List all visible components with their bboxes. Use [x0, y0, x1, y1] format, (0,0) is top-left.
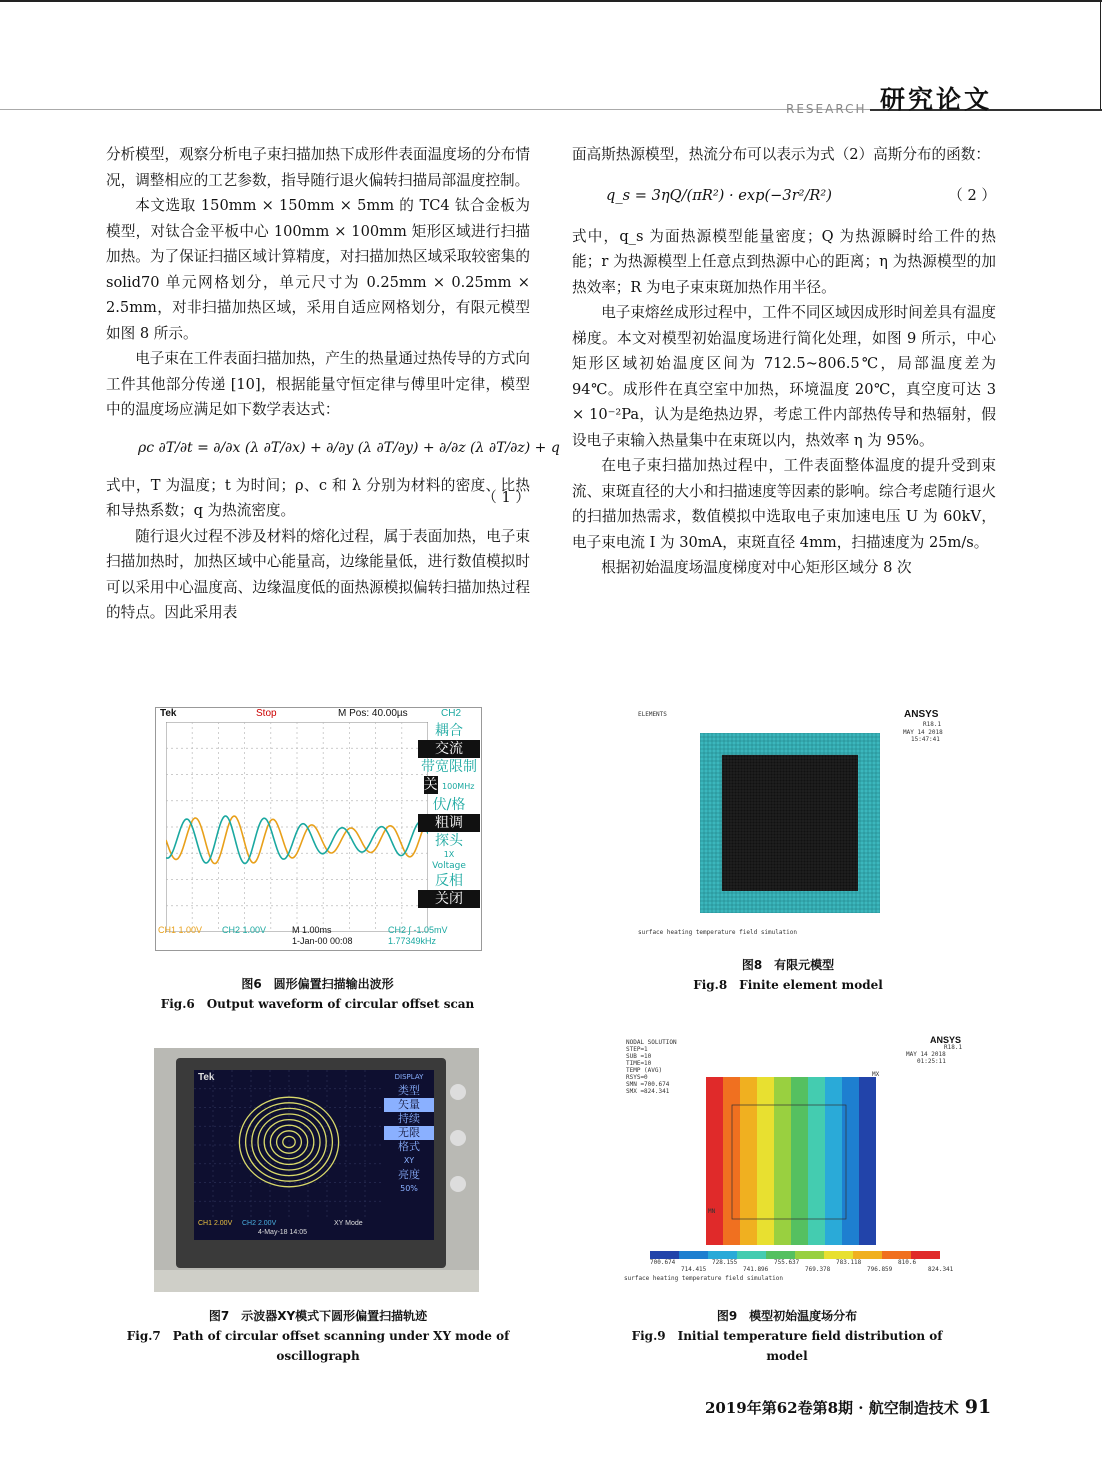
fig6-ch1-scale: CH1 1.00V: [158, 925, 203, 935]
fig9-info-line: SMX =824.341: [626, 1088, 670, 1095]
fig6-menu-item: 耦合: [435, 723, 463, 739]
fig8-mesh: [700, 733, 880, 913]
fig6-menu-item: 粗调: [418, 814, 480, 832]
fig9-subtitle: surface heating temperature field simulation: [624, 1275, 783, 1282]
left-p1: 分析模型，观察分析电子束扫描加热下成形件表面温度场的分布情况，调整相应的工艺参数，指导随行退火偏转扫描局部温度控制。: [106, 146, 530, 189]
fig6-menu-item: 反相: [435, 873, 463, 889]
fig9-ansys-logo: ANSYS: [930, 1035, 962, 1045]
header-rule: [0, 109, 870, 110]
fig9-date: MAY 14 2018: [906, 1051, 946, 1058]
right-column: [572, 142, 996, 581]
header-research: RESEARCH: [786, 102, 867, 116]
fig8-ansys-logo: ANSYS: [904, 709, 939, 720]
equation-2-body: q_s = 3ηQ/(πR²) · exp(−3r²/R²): [606, 186, 832, 204]
fig6-menu-item: 带宽限制: [421, 759, 477, 775]
fig6-menu-item: 伏/格: [432, 797, 466, 813]
fig9-legend-label: 755.637: [774, 1259, 800, 1266]
left-p4: 式中，T 为温度；t 为时间；ρ、c 和 λ 分别为材料的密度、比热和导热系数；q 为热流密度。: [106, 476, 530, 519]
fig6-date: 1-Jan-00 00:08: [292, 936, 353, 946]
fig6-stop-label: Stop: [256, 708, 277, 719]
fig9-info-line: TIME=10: [626, 1060, 652, 1067]
fig9-info-line: SUB =10: [626, 1053, 652, 1060]
fig8-time: 15:47:41: [911, 736, 940, 743]
fig6-menu-item: 交流: [418, 740, 480, 758]
fig7-date: 4-May-18 14:05: [258, 1229, 308, 1236]
fig8-elements-label: ELEMENTS: [638, 711, 667, 718]
fig7-menu-item: 矢量: [384, 1098, 434, 1112]
fig6-screen: [166, 722, 428, 932]
fig9-info-line: STEP=1: [626, 1046, 648, 1053]
fig9-legend-label: 824.341: [928, 1266, 954, 1273]
figure-7-photo: [154, 1048, 479, 1292]
fig9-caption-cn: 图9 模型初始温度场分布: [716, 1309, 858, 1323]
figure-9-caption: [612, 1306, 962, 1366]
fig9-legend-label: 810.6: [898, 1259, 917, 1266]
top-rule: [0, 0, 1102, 2]
fig9-legend-label: 769.378: [805, 1266, 831, 1273]
fig9-legend-label: 728.155: [712, 1259, 738, 1266]
fig7-caption-cn: 图7 示波器XY模式下圆形偏置扫描轨迹: [208, 1309, 428, 1323]
figure-9-temperature-field: [622, 1033, 962, 1283]
fig9-legend-label: 714.415: [681, 1266, 707, 1273]
footer-journal: 2019年第62卷第8期 · 航空制造技术: [705, 1399, 959, 1417]
fig9-info-line: NODAL SOLUTION: [626, 1039, 677, 1046]
fig6-topbar: [156, 708, 481, 722]
fig6-tek-label: Tek: [160, 708, 177, 719]
page-footer: [705, 1396, 991, 1418]
fig9-legend-label: 741.896: [743, 1266, 769, 1273]
fig9-version: R18.1: [944, 1044, 963, 1051]
fig9-mx-marker: MX: [872, 1071, 880, 1078]
figure-7-caption: [100, 1306, 536, 1366]
equation-2-number: （ 2 ）: [948, 186, 996, 204]
fig7-ch1-scale: CH1 2.00V: [198, 1220, 233, 1227]
right-p5: 根据初始温度场温度梯度对中心矩形区域分 8 次: [601, 559, 912, 576]
fig7-caption-en: Fig.7 Path of circular offset scanning under XY mode of oscillograph: [126, 1329, 510, 1363]
fig9-info: [626, 1039, 677, 1095]
fig8-caption-en: Fig.8 Finite element model: [693, 978, 883, 992]
fig7-knobs: [448, 1078, 468, 1258]
figure-6-caption: [155, 974, 480, 1014]
knob-icon: [450, 1084, 466, 1100]
fig7-device-base: [154, 1270, 479, 1292]
fig7-menu: [384, 1070, 434, 1240]
page-number: 91: [964, 1396, 992, 1418]
fig9-legend-label: 796.859: [867, 1266, 893, 1273]
fig8-caption-cn: 图8 有限元模型: [741, 958, 835, 972]
equation-1-number: （ 1 ）: [482, 488, 530, 506]
figure-8-fe-model: [628, 707, 948, 947]
left-column: [106, 142, 560, 626]
fig9-field: [706, 1077, 876, 1245]
fig9-legend-label: 700.674: [650, 1259, 676, 1266]
fig7-tek-label: Tek: [198, 1072, 215, 1083]
fig7-menu-item: 50%: [400, 1184, 418, 1193]
fig6-menu-item: 关: [423, 777, 438, 793]
fig7-menu-item: 格式: [398, 1140, 420, 1153]
left-p2: 本文选取 150mm × 150mm × 5mm 的 TC4 钛合金板为模型，对钛合金平板中心 100mm × 100mm 矩形区域进行扫描加热。为了保证扫描区域计算精度，对扫描加热区域采取较密集的 solid70 单元网格划分，单元尺寸为 0.25mm × 0.25mm × 2.5mm，对非扫描加热区域，采用自适应网格划分，有限元模型如图 8 所示。: [106, 197, 530, 342]
fig6-menu-item: 探头: [435, 833, 463, 849]
fig7-screen: [194, 1070, 384, 1240]
fig6-ch2-label: CH2: [441, 708, 462, 719]
fig9-time: 01:25:11: [917, 1058, 946, 1065]
knob-icon: [450, 1130, 466, 1146]
fig9-caption-en: Fig.9 Initial temperature field distribution of model: [631, 1329, 943, 1363]
fig9-legend-bar: [650, 1251, 940, 1259]
fig9-info-line: SMN =700.674: [626, 1081, 670, 1088]
right-rule: [1100, 0, 1101, 110]
fig8-date: MAY 14 2018: [903, 729, 943, 736]
fig6-menu: [418, 722, 480, 908]
fig7-menu-item: 亮度: [398, 1168, 420, 1181]
fig8-subtitle: surface heating temperature field simulation: [638, 929, 797, 936]
fig7-mode: XY Mode: [334, 1220, 363, 1227]
fig6-menu-item: 关闭: [418, 890, 480, 908]
fig7-menu-item: 无限: [384, 1126, 434, 1140]
fig9-info-line: TEMP (AVG): [626, 1067, 663, 1074]
fig8-version: R18.1: [923, 721, 942, 728]
fig6-frequency: 1.77349kHz: [388, 936, 437, 946]
figure-8-caption: [628, 955, 948, 995]
fig6-menu-item: Voltage: [432, 861, 466, 871]
fig6-caption-cn: 图6 圆形偏置扫描输出波形: [241, 977, 394, 991]
right-p3: 电子束熔丝成形过程中，工件不同区域因成形时间差具有温度梯度。本文对模型初始温度场进行简化处理，如图 9 所示，中心矩形区域初始温度区间为 712.5~806.5℃，局部温度差为 94℃。成形件在真空室中加热，环境温度 20℃，真空度可达 3 × 10⁻²Pa，认为是绝热边界，考虑工件内部热传导和热辐射，假设电子束输入热量集中在束斑以内，热效率 η 为 95%。: [572, 304, 996, 449]
figure-6-oscilloscope: [155, 707, 482, 951]
fig6-menu-item: 1X: [443, 850, 455, 859]
left-p3: 电子束在工件表面扫描加热，产生的热量通过热传导的方式向工件其他部分传递 [10]，根据能量守恒定律与傅里叶定律，模型中的温度场应满足如下数学表达式：: [106, 350, 530, 418]
right-p1: 面高斯热源模型，热流分布可以表示为式（2）高斯分布的函数：: [572, 146, 990, 163]
fig6-menu-item: 100MHz: [442, 782, 475, 791]
equation-1-body: ρc ∂T/∂t = ∂/∂x (λ ∂T/∂x) + ∂/∂y (λ ∂T/∂y) + ∂/∂z (λ ∂T/∂z) + q: [138, 439, 560, 456]
knob-icon: [450, 1176, 466, 1192]
right-p4: 在电子束扫描加热过程中，工件表面整体温度的提升受到束流、束斑直径的大小和扫描速度等因素的影响。综合考虑随行退火的扫描加热需求，数值模拟中选取电子束加速电压 U 为 60kV，电子束电流 I 为 30mA，束斑直径 4mm，扫描速度为 25m/s。: [572, 457, 996, 551]
fig9-legend-label: 783.118: [836, 1259, 862, 1266]
fig7-display-label: DISPLAY: [394, 1073, 424, 1081]
header-section: 研究论文: [880, 85, 993, 114]
fig9-mn-marker: MN: [708, 1208, 716, 1215]
fig7-ch2-scale: CH2 2.00V: [242, 1220, 277, 1227]
right-p2: 式中，q_s 为面热源模型能量密度；Q 为热源瞬时给工件的热能；r 为热源模型上任意点到热源中心的距离；η 为热源模型的加热效率；R 为电子束束斑加热作用半径。: [572, 227, 996, 296]
equation-2: [572, 168, 996, 224]
fig6-bottombar: [158, 923, 478, 949]
fig7-xy-plot: [194, 1070, 384, 1240]
fig6-ch2-scale: CH2 1.00V: [222, 925, 267, 935]
fig6-mpos-label: M Pos: 40.00µs: [338, 708, 408, 719]
fig7-menu-item: 持续: [398, 1112, 420, 1125]
fig7-menu-item: 类型: [398, 1084, 420, 1097]
fig6-time-scale: M 1.00ms: [292, 925, 332, 935]
fig6-trigger: CH2 ∫ -1.05mV: [388, 925, 448, 935]
fig7-menu-item: XY: [403, 1156, 415, 1165]
fig6-caption-en: Fig.6 Output waveform of circular offset scan: [160, 997, 475, 1011]
fig9-info-line: RSYS=0: [626, 1074, 648, 1081]
left-p5: 随行退火过程不涉及材料的熔化过程，属于表面加热，电子束扫描加热时，加热区域中心能量高，边缘能量低，进行数值模拟时可以采用中心温度高、边缘温度低的面热源模拟偏转扫描加热过程的特点。因此采用表: [106, 527, 530, 621]
